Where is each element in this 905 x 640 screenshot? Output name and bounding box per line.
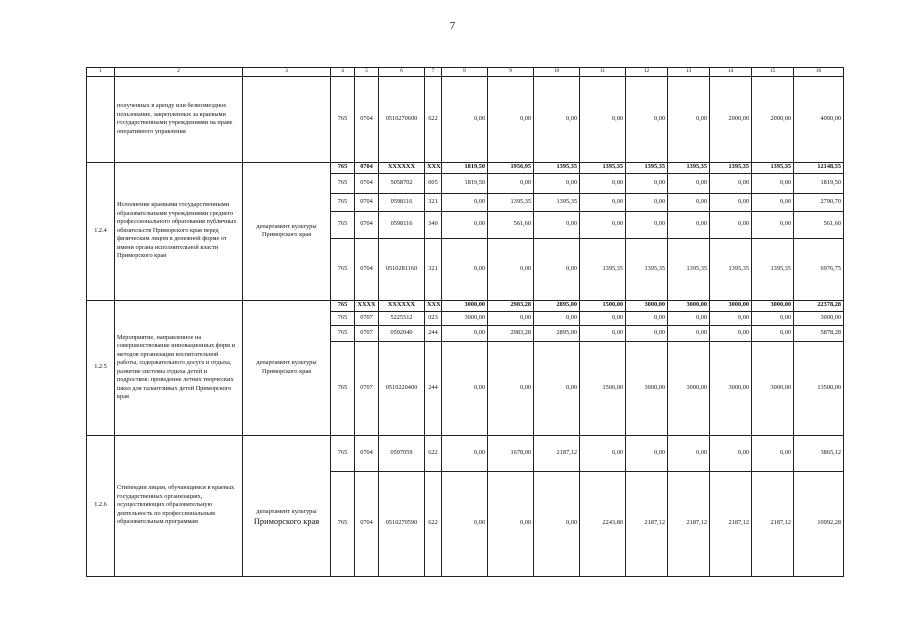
- budget-value: 622: [425, 435, 442, 471]
- budget-value: 0598116: [379, 211, 425, 238]
- budget-value: 2243,80: [580, 471, 626, 576]
- budget-value: 3000,00: [442, 300, 488, 311]
- column-number: 2: [115, 68, 243, 77]
- budget-value: 1819,50: [442, 162, 488, 173]
- budget-value: 3000,00: [626, 300, 668, 311]
- column-number: 9: [488, 68, 534, 77]
- budget-value: 0,00: [710, 193, 752, 211]
- item-description: Мероприятие, направленное на совершенствование инновационных форм и методов организации воспитательной работы, содержательного досуга и отдыха, развитие системы отдыха детей и подростков: проведение летних творческих школ для талантливых детей Приморского края: [115, 300, 243, 435]
- budget-value: XXX: [425, 162, 442, 173]
- budget-value: 1395,35: [710, 162, 752, 173]
- item-index: 1.2.5: [87, 300, 115, 435]
- budget-value: 1500,00: [580, 300, 626, 311]
- budget-value: 0,00: [442, 211, 488, 238]
- budget-value: 1500,00: [580, 341, 626, 435]
- budget-value: 3000,00: [668, 341, 710, 435]
- budget-value: 0,00: [710, 435, 752, 471]
- budget-value: 0,00: [668, 211, 710, 238]
- department-region: Приморского края: [253, 517, 320, 527]
- budget-value: 0,00: [668, 311, 710, 325]
- item-index-cell: [87, 76, 115, 162]
- budget-value: 0,00: [442, 435, 488, 471]
- budget-value: 765: [331, 341, 355, 435]
- budget-value: 244: [425, 325, 442, 341]
- column-number: 14: [710, 68, 752, 77]
- budget-value: 765: [331, 300, 355, 311]
- department-cell: [243, 435, 331, 576]
- budget-value: 765: [331, 238, 355, 300]
- budget-value: 0,00: [488, 173, 534, 193]
- budget-value: 0592040: [379, 325, 425, 341]
- budget-value: 0,00: [626, 173, 668, 193]
- budget-value: 0,00: [752, 325, 794, 341]
- budget-value: 0,00: [534, 238, 580, 300]
- budget-value: 765: [331, 435, 355, 471]
- budget-value: 2895,00: [534, 300, 580, 311]
- budget-value: 0,00: [580, 211, 626, 238]
- budget-value: 0,00: [668, 76, 710, 162]
- column-number: 3: [243, 68, 331, 77]
- budget-value: 0,00: [488, 76, 534, 162]
- budget-value: 0,00: [442, 193, 488, 211]
- budget-value: 2790,70: [794, 193, 844, 211]
- budget-value: 3000,00: [442, 311, 488, 325]
- column-number: 10: [534, 68, 580, 77]
- page-number: 7: [449, 20, 456, 32]
- table-row: [87, 162, 844, 173]
- budget-value: 0,00: [752, 193, 794, 211]
- table-row: [87, 435, 844, 471]
- budget-value: 0,00: [580, 173, 626, 193]
- budget-value: 1956,95: [488, 162, 534, 173]
- item-description: Исполнение краевыми государственными образовательными учреждениями среднего профессионального образования публичных обязательств Приморского края перед физическим лицом в денежной форме от имени органа исполнительной власти Приморского края: [115, 162, 243, 300]
- budget-value: 321: [425, 238, 442, 300]
- budget-value: 0,00: [580, 325, 626, 341]
- budget-value: 244: [425, 341, 442, 435]
- budget-table: [86, 67, 844, 577]
- budget-value: 2000,00: [752, 76, 794, 162]
- column-number: 8: [442, 68, 488, 77]
- budget-value: 0704: [355, 76, 379, 162]
- column-number: 4: [331, 68, 355, 77]
- budget-value: 0,00: [488, 238, 534, 300]
- budget-value: 1395,35: [626, 238, 668, 300]
- budget-value: XXXXXX: [379, 300, 425, 311]
- table-row: [87, 76, 844, 162]
- budget-value: 2895,00: [534, 325, 580, 341]
- budget-value: 3000,00: [710, 341, 752, 435]
- item-index: 1.2.6: [87, 435, 115, 576]
- budget-value: 0,00: [626, 211, 668, 238]
- budget-value: 0704: [355, 173, 379, 193]
- budget-value: 0707: [355, 325, 379, 341]
- budget-value: 765: [331, 311, 355, 325]
- budget-value: 0598116: [379, 193, 425, 211]
- budget-value: 0,00: [752, 435, 794, 471]
- budget-value: 6976,75: [794, 238, 844, 300]
- column-number: 13: [668, 68, 710, 77]
- budget-value: 1395,35: [752, 162, 794, 173]
- department-name: департамент культуры Приморского края: [243, 300, 331, 435]
- budget-value: 0,00: [488, 341, 534, 435]
- budget-value: 0,00: [710, 311, 752, 325]
- budget-value: 4000,00: [794, 76, 844, 162]
- budget-value: 765: [331, 211, 355, 238]
- budget-value: 0,00: [626, 435, 668, 471]
- budget-value: 1395,35: [710, 238, 752, 300]
- budget-value: 2983,28: [488, 325, 534, 341]
- budget-value: 1395,35: [626, 162, 668, 173]
- budget-value: 321: [425, 193, 442, 211]
- budget-value: 12148,55: [794, 162, 844, 173]
- budget-value: 0,00: [534, 471, 580, 576]
- budget-value: 023: [425, 311, 442, 325]
- budget-value: 0,00: [580, 193, 626, 211]
- column-number: 1: [87, 68, 115, 77]
- budget-value: 0,00: [626, 76, 668, 162]
- budget-value: 0,00: [488, 471, 534, 576]
- budget-value: 2187,12: [534, 435, 580, 471]
- budget-value: XXXXXX: [379, 162, 425, 173]
- table-row: [87, 300, 844, 311]
- budget-value: 0,00: [710, 325, 752, 341]
- budget-value: 0,00: [626, 311, 668, 325]
- budget-value: 3865,12: [794, 435, 844, 471]
- budget-value: 0,00: [534, 76, 580, 162]
- budget-value: 1395,35: [580, 162, 626, 173]
- budget-value: 1395,35: [668, 238, 710, 300]
- item-description: Стипендии лицам, обучающимся в краевых государственных организациях, осуществляющих образовательную деятельность по профессиональным образовательным программам: [115, 435, 243, 576]
- department-name: департамент культуры: [256, 507, 317, 515]
- budget-value: 0707: [355, 311, 379, 325]
- budget-value: 0,00: [668, 173, 710, 193]
- budget-value: 765: [331, 471, 355, 576]
- budget-value: 0510270590: [379, 471, 425, 576]
- column-number: 5: [355, 68, 379, 77]
- department-name: департамент культуры Приморского края: [243, 162, 331, 300]
- budget-value: 5878,28: [794, 325, 844, 341]
- budget-value: 0597059: [379, 435, 425, 471]
- budget-value: 0,00: [442, 471, 488, 576]
- budget-value: 3000,00: [752, 341, 794, 435]
- budget-value: 561,60: [488, 211, 534, 238]
- budget-value: 0,00: [752, 311, 794, 325]
- budget-value: 1395,35: [488, 193, 534, 211]
- budget-value: 2187,12: [626, 471, 668, 576]
- budget-value: 0,00: [442, 325, 488, 341]
- budget-value: 561,60: [794, 211, 844, 238]
- budget-value: 1395,35: [580, 238, 626, 300]
- budget-value: 10992,28: [794, 471, 844, 576]
- column-number: 11: [580, 68, 626, 77]
- budget-value: 3000,00: [794, 311, 844, 325]
- budget-value: 0,00: [626, 193, 668, 211]
- item-index: 1.2.4: [87, 162, 115, 300]
- item-description: полученных в аренду или безвозмездное пользование, закрепленных за краевыми государственными учреждениями на праве оперативного управления: [115, 76, 243, 162]
- budget-value: 0,00: [442, 238, 488, 300]
- budget-value: 3000,00: [752, 300, 794, 311]
- budget-value: 13500,00: [794, 341, 844, 435]
- budget-value: 2187,12: [710, 471, 752, 576]
- budget-value: 5058702: [379, 173, 425, 193]
- budget-value: 0510220400: [379, 341, 425, 435]
- budget-value: 765: [331, 325, 355, 341]
- department-cell: [243, 76, 331, 162]
- budget-value: 1819,50: [794, 173, 844, 193]
- budget-value: 0707: [355, 341, 379, 435]
- budget-value: 0,00: [580, 435, 626, 471]
- budget-value: 005: [425, 173, 442, 193]
- budget-value: XXXX: [355, 300, 379, 311]
- budget-value: 765: [331, 193, 355, 211]
- budget-value: 0,00: [752, 211, 794, 238]
- budget-value: 3000,00: [626, 341, 668, 435]
- budget-value: 0,00: [534, 173, 580, 193]
- column-number-row: [87, 68, 844, 77]
- budget-value: 0704: [355, 193, 379, 211]
- budget-value: 0,00: [710, 211, 752, 238]
- budget-value: 22378,28: [794, 300, 844, 311]
- budget-value: 0,00: [580, 76, 626, 162]
- budget-value: 1395,35: [752, 238, 794, 300]
- budget-value: 0704: [355, 435, 379, 471]
- column-number: 12: [626, 68, 668, 77]
- budget-value: 0704: [355, 211, 379, 238]
- budget-value: 765: [331, 76, 355, 162]
- budget-value: 0,00: [534, 311, 580, 325]
- budget-value: 1678,00: [488, 435, 534, 471]
- column-number: 16: [794, 68, 844, 77]
- column-number: 15: [752, 68, 794, 77]
- budget-value: 0,00: [668, 325, 710, 341]
- budget-value: 0,00: [752, 173, 794, 193]
- budget-value: 2187,12: [752, 471, 794, 576]
- budget-value: 0,00: [710, 173, 752, 193]
- budget-value: 0704: [355, 471, 379, 576]
- budget-value: 0,00: [668, 193, 710, 211]
- budget-value: 1395,35: [534, 162, 580, 173]
- budget-value: 340: [425, 211, 442, 238]
- budget-value: 0,00: [534, 341, 580, 435]
- budget-value: 2187,12: [668, 471, 710, 576]
- budget-value: 0,00: [626, 325, 668, 341]
- budget-value: 0704: [355, 162, 379, 173]
- column-number: 6: [379, 68, 425, 77]
- budget-value: 2000,00: [710, 76, 752, 162]
- column-number: 7: [425, 68, 442, 77]
- budget-value: 765: [331, 162, 355, 173]
- budget-value: 0510281160: [379, 238, 425, 300]
- budget-value: 0,00: [580, 311, 626, 325]
- budget-value: 3000,00: [668, 300, 710, 311]
- budget-value: 1395,35: [534, 193, 580, 211]
- budget-value: 0,00: [442, 76, 488, 162]
- budget-value: 0510270600: [379, 76, 425, 162]
- budget-value: 0,00: [668, 435, 710, 471]
- budget-value: 0,00: [534, 211, 580, 238]
- budget-value: 0,00: [488, 311, 534, 325]
- budget-value: 622: [425, 471, 442, 576]
- budget-value: 0704: [355, 238, 379, 300]
- budget-value: 1819,50: [442, 173, 488, 193]
- budget-value: 622: [425, 76, 442, 162]
- budget-value: 0,00: [442, 341, 488, 435]
- budget-value: 1395,35: [668, 162, 710, 173]
- budget-value: 2983,28: [488, 300, 534, 311]
- budget-value: XXX: [425, 300, 442, 311]
- budget-value: 3000,00: [710, 300, 752, 311]
- budget-value: 5225512: [379, 311, 425, 325]
- budget-value: 765: [331, 173, 355, 193]
